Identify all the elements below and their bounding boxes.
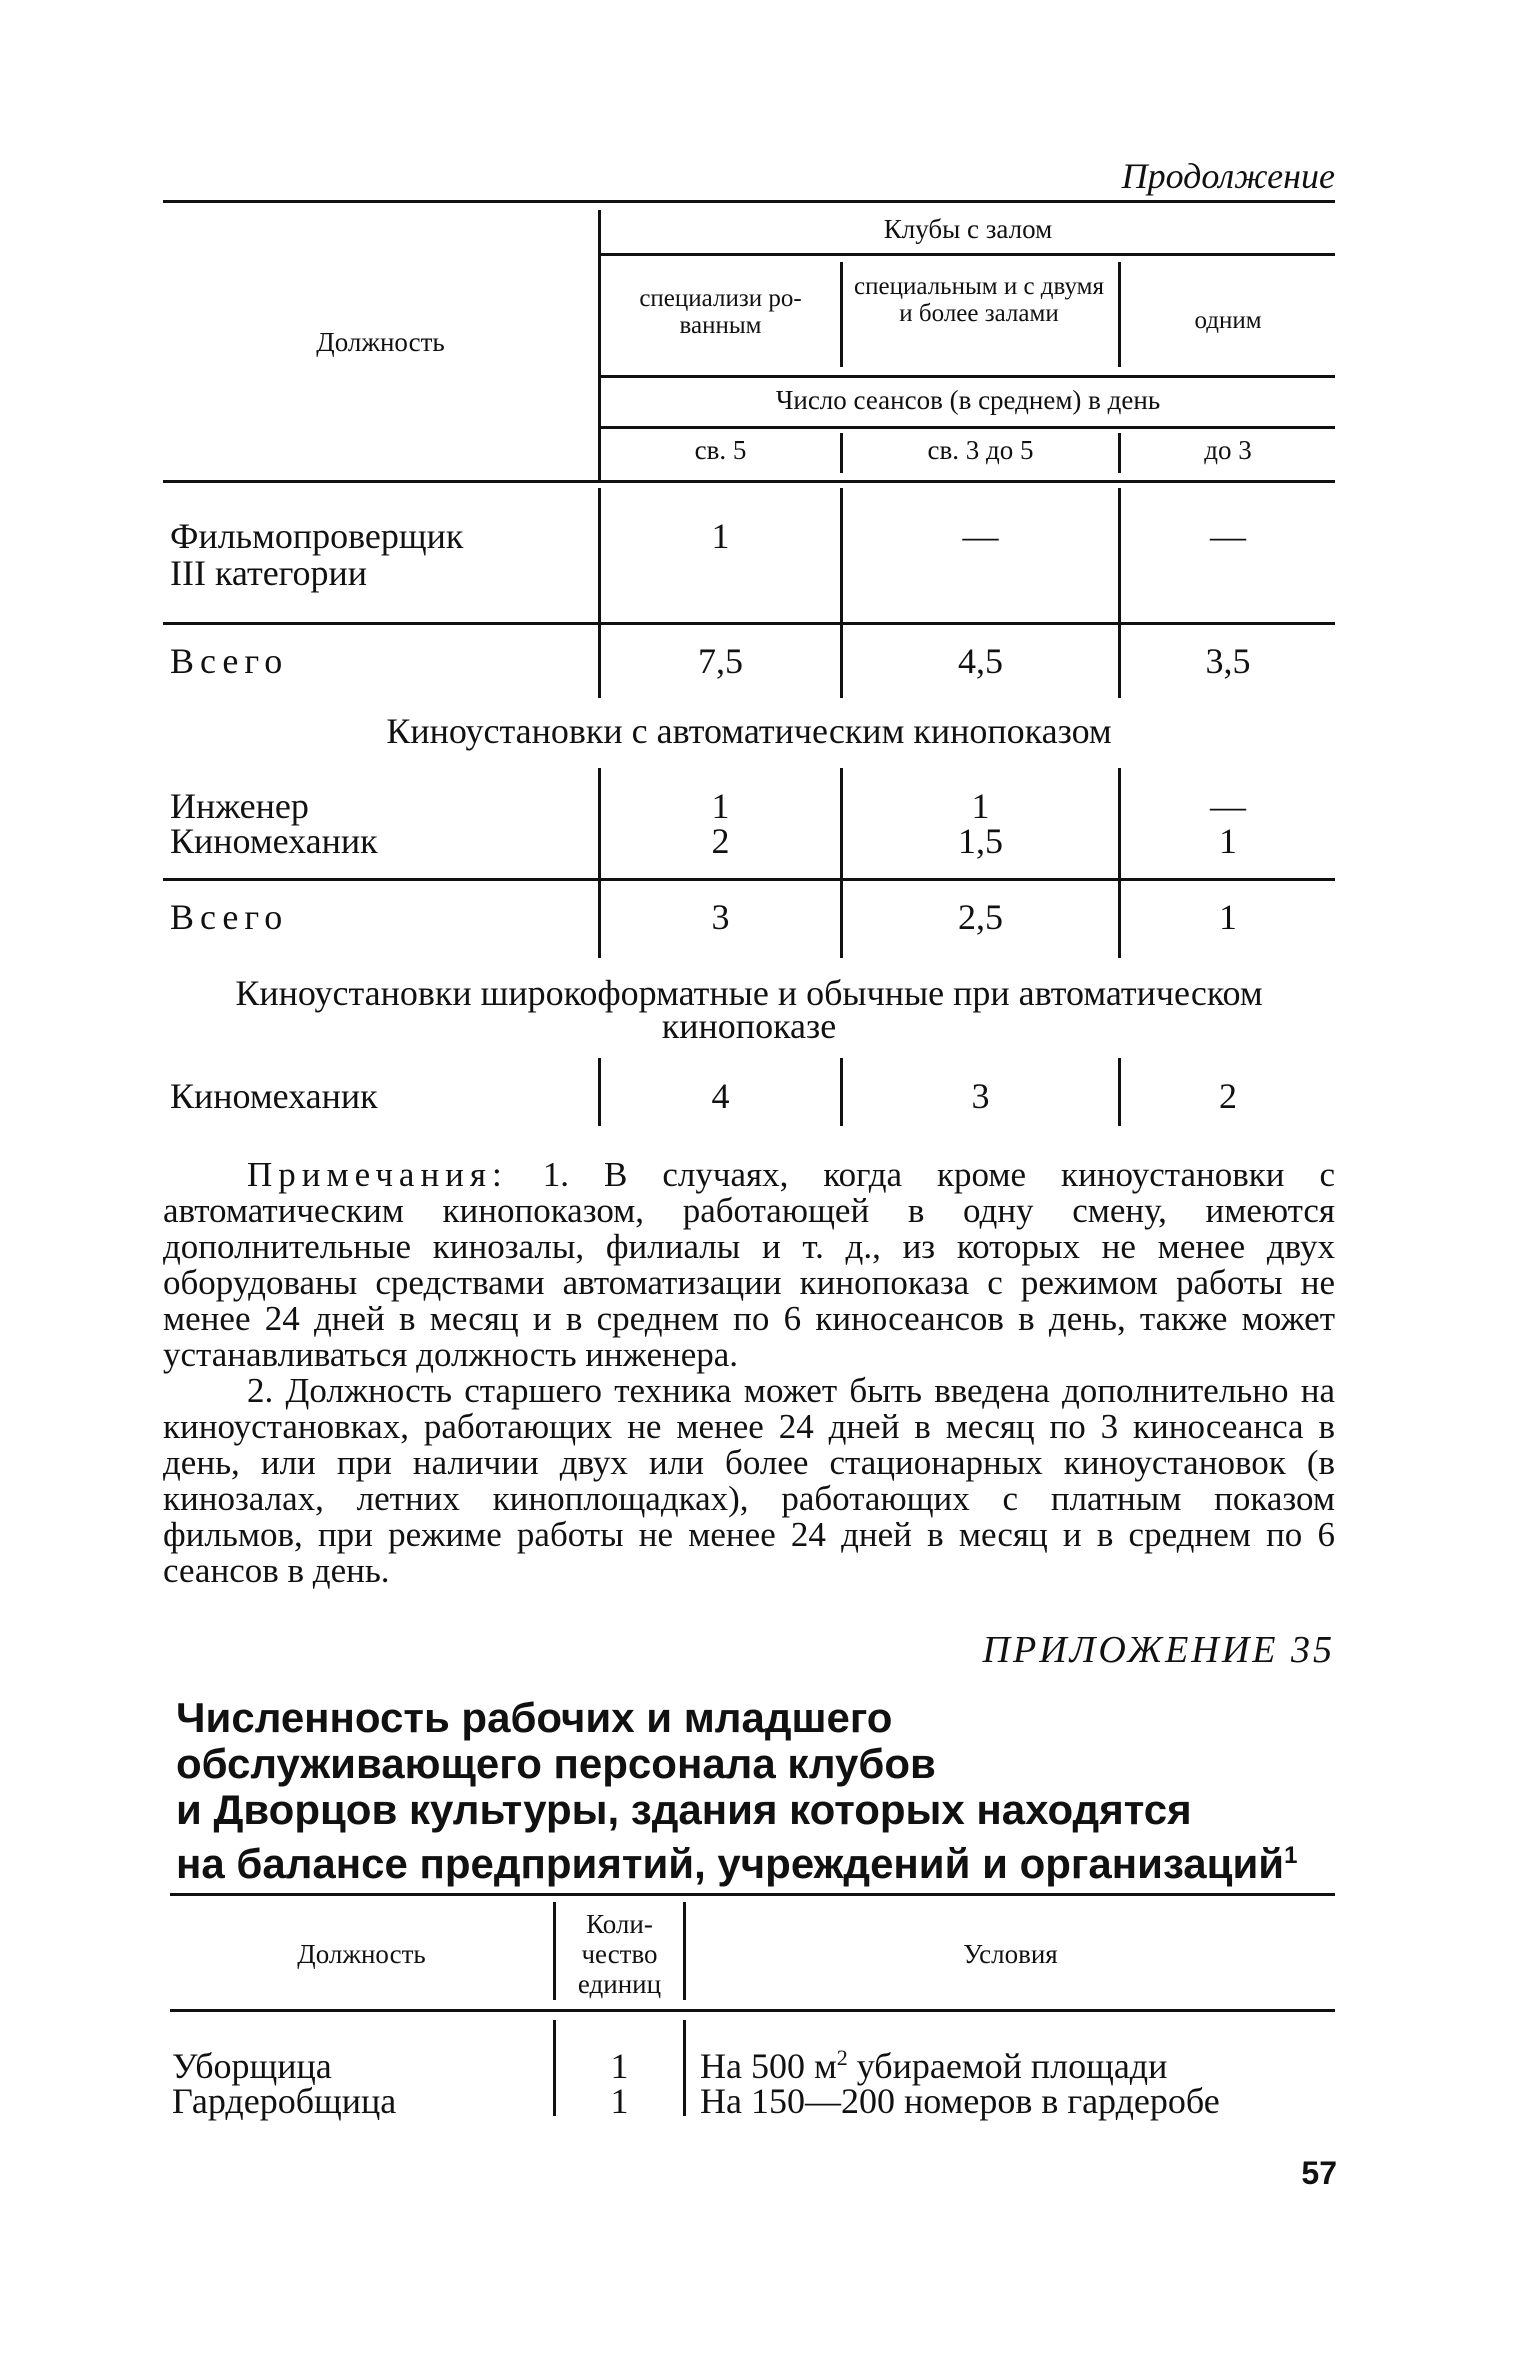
appendix-title <box>176 1695 1326 1887</box>
table2-row1-cond-pre: На 500 м <box>700 2046 837 2086</box>
row-checker-value-3: — <box>1210 516 1246 556</box>
section-wide-heading-2: кинопоказе <box>661 1006 837 1046</box>
row-total2-value-2: 2,5 <box>958 897 1003 937</box>
range-3-to-5: св. 3 до 5 <box>927 435 1034 465</box>
subheader-divider-1 <box>840 262 843 367</box>
subheader-specialized: специализи ро-ванным <box>639 285 802 339</box>
header-bottom-rule <box>163 480 1335 483</box>
notes-heading: Примечания: <box>247 1155 508 1194</box>
position-header: Должность <box>316 327 445 357</box>
table2-row2-conditions: На 150—200 номеров в гардеробе <box>700 2081 1220 2121</box>
appendix-label: ПРИЛОЖЕНИЕ 35 <box>982 1629 1335 1671</box>
appendix-title-line-2: обслуживающего персонала клубов <box>176 1740 936 1787</box>
row-projectionist-label: Киномеханик <box>170 821 378 861</box>
footnote-mark: 1 <box>1284 1842 1298 1869</box>
row-projectionist-value-3: 1 <box>1219 821 1237 861</box>
range-over-5: св. 5 <box>694 435 747 465</box>
table2-count-header-3: единиц <box>577 1969 662 1999</box>
section-wide-heading-1: Киноустановки широкоформатные и обычные при автоматическом <box>235 973 1263 1013</box>
table2-body-divider-2 <box>683 2020 686 2116</box>
row-checker-label-2: III категории <box>170 553 368 593</box>
note-1 <box>163 1157 1335 1373</box>
total2-top-rule <box>163 878 1335 881</box>
appendix-title-line-4: на балансе предприятий, учреждений и организаций <box>176 1840 1285 1887</box>
continuation-label: Продолжение <box>1121 156 1335 196</box>
row-projectionist-wide-label: Киномеханик <box>170 1076 378 1116</box>
subheader-one-hall: одним <box>1194 307 1262 334</box>
row-total2-value-3: 1 <box>1219 897 1237 937</box>
table2-row1-count: 1 <box>610 2046 629 2086</box>
row-projectionist-wide-value-2: 3 <box>971 1076 990 1116</box>
subheader-multi-hall: специальным и с двумя и более залами <box>854 273 1104 327</box>
row-projectionist-value-2: 1,5 <box>958 821 1003 861</box>
row-projectionist-wide-value-3: 2 <box>1219 1076 1237 1116</box>
row-engineer-value-1: 1 <box>711 786 730 826</box>
row-engineer-value-2: 1 <box>971 786 990 826</box>
table2-row2-position: Гардеробщица <box>172 2081 397 2121</box>
clubs-header-rule <box>598 253 1335 256</box>
row-checker-label-1: Фильмопроверщик <box>170 516 464 556</box>
row-engineer-label: Инженер <box>170 786 309 826</box>
row-total1-label: Всего <box>170 641 289 681</box>
row-projectionist-value-1: 2 <box>711 821 730 861</box>
row-total1-value-3: 3,5 <box>1205 641 1251 681</box>
table2-position-header: Должность <box>297 1939 426 1969</box>
table2-header-rule <box>170 2009 1335 2012</box>
note-2: 2. Должность старшего техника может быть введена дополнительно на киноустановках, работающих не менее 24 дней в месяц по 3 киносеанса в день, или при наличии двух или более стационарных киноустановок (в кинозалах, летних киноплощадках), работающих с платным показом фильмов, при режиме работы не менее 24 дней в месяц и в среднем по 6 сеансов в день. <box>163 1371 1335 1590</box>
table2-count-header-2: чество <box>581 1939 658 1969</box>
total1-top-rule <box>163 622 1335 625</box>
table2-top-rule <box>170 1893 1335 1896</box>
row-total2-label: Всего <box>170 897 289 937</box>
row-projectionist-wide-value-1: 4 <box>711 1076 730 1116</box>
table2-count-header-1: Коли- <box>586 1909 653 1939</box>
row-checker-value-1: 1 <box>711 516 730 556</box>
table2-row2-count: 1 <box>610 2081 629 2121</box>
section-auto-heading: Киноустановки с автоматическим кинопоказом <box>386 711 1112 751</box>
row-engineer-value-3: — <box>1210 786 1246 826</box>
range-up-to-3: до 3 <box>1204 435 1252 465</box>
table2-conditions-header: Условия <box>963 1939 1058 1969</box>
row-total1-value-2: 4,5 <box>958 641 1003 681</box>
table2-row1-position: Уборщица <box>172 2046 332 2086</box>
subheader-rule <box>598 375 1335 378</box>
appendix-title-line-1: Численность рабочих и младшего <box>176 1694 893 1741</box>
page-number: 57 <box>1301 2155 1337 2191</box>
table2-row1-cond-post: убираемой площади <box>847 2046 1168 2086</box>
sessions-header: Число сеансов (в среднем) в день <box>775 385 1161 415</box>
table2-row1-cond-sup: 2 <box>836 2045 848 2070</box>
row-total2-value-1: 3 <box>711 897 730 937</box>
appendix-title-line-3: и Дворцов культуры, здания которых находятся <box>176 1786 1192 1833</box>
sessions-header-rule <box>598 426 1335 429</box>
clubs-header: Клубы с залом <box>883 214 1053 244</box>
notes-block <box>163 1157 1335 1589</box>
table-top-rule <box>163 200 1335 203</box>
row-checker-value-2: — <box>962 516 999 556</box>
row-total1-value-1: 7,5 <box>698 641 743 681</box>
note-1-text: 1. В случаях, когда кроме киноустановки с автоматическим кинопоказом, работающей в одну смену, имеются дополнительные кинозалы, филиалы и т. д., из которых не менее двух оборудованы средствами автоматизации кинопоказа с режимом работы не менее 24 дней в месяц и в среднем по 6 киносеансов в день, также может устанавливаться должность инженера. <box>163 1155 1336 1374</box>
